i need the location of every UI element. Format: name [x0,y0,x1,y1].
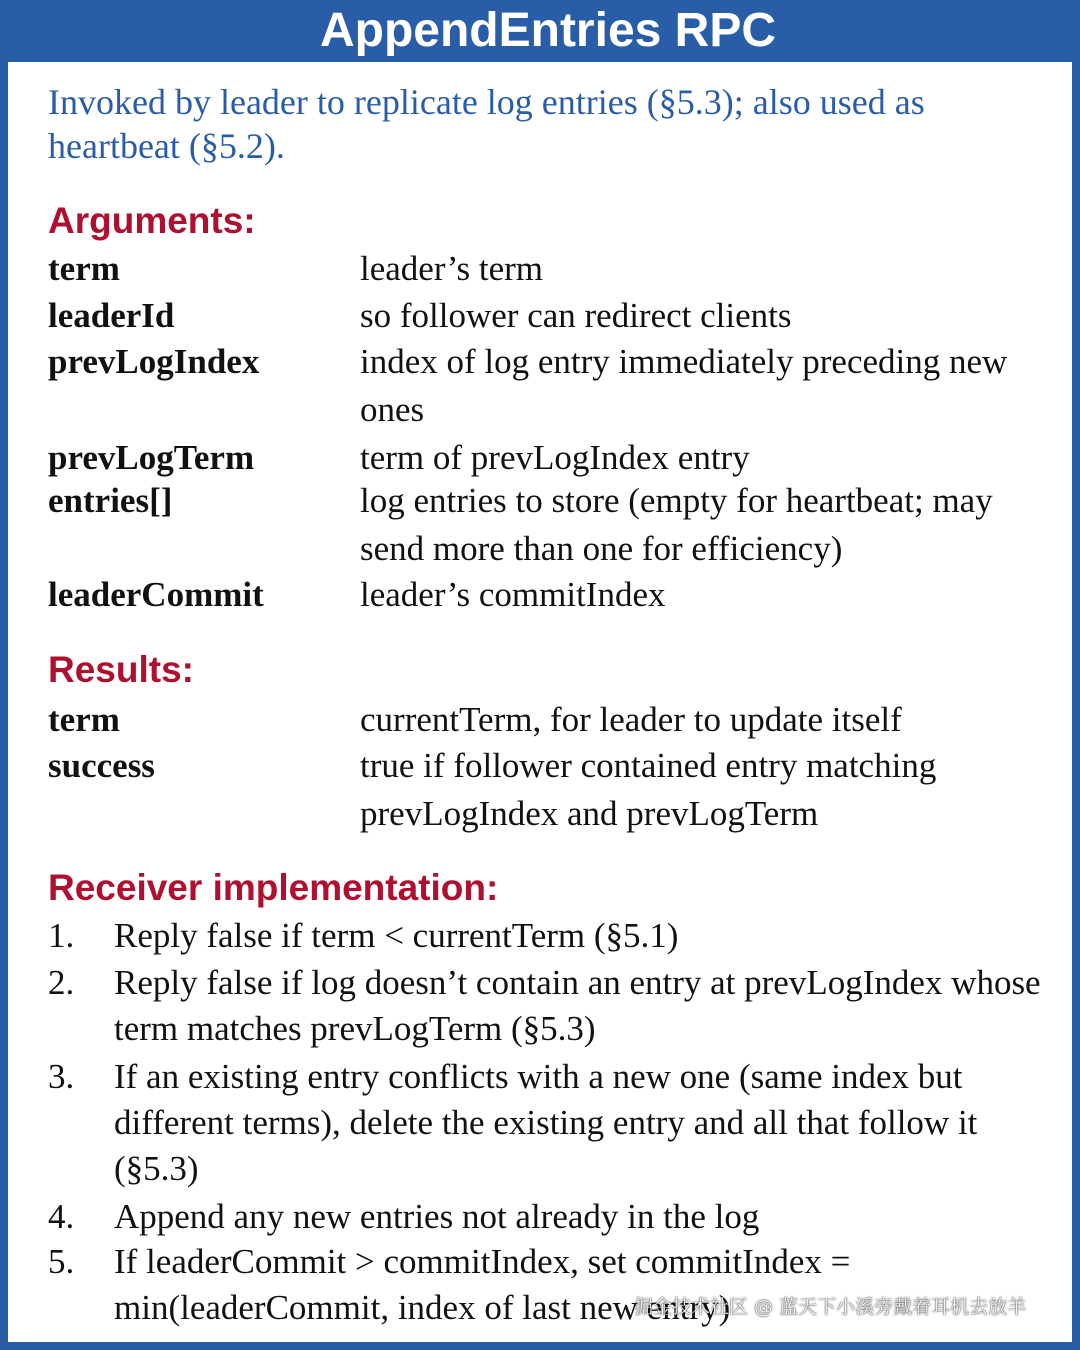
argument-desc: log entries to store (empty for heartbeat; may send more than one for efficiency) [360,481,993,568]
step-text: Reply false if term < currentTerm (§5.1) [114,916,679,955]
receiver-heading: Receiver implementation: [48,867,499,908]
argument-term: term [48,249,120,288]
argument-desc: leader’s term [360,249,544,288]
result-term: success [48,746,155,785]
arguments-heading: Arguments: [48,200,256,241]
argument-desc: term of prevLogIndex entry [360,438,750,477]
argument-term: entries[] [48,481,173,520]
result-term: term [48,700,120,739]
step-text: Reply false if log doesn’t contain an entry at prevLogIndex whose term matches prevLogTerm (§5.3) [114,963,1041,1048]
step-number: 2. [48,963,75,1002]
intro-text: Invoked by leader to replicate log entries (§5.3); also used as heartbeat (§5.2). [48,82,925,166]
step-number: 1. [48,916,75,955]
argument-desc: index of log entry immediately preceding new ones [360,342,1008,429]
argument-term: prevLogIndex [48,342,260,381]
step-text: If an existing entry conflicts with a new one (same index but different terms), delete the existing entry and all that follow it (§5.3) [114,1057,978,1188]
step-text: Append any new entries not already in the log [114,1197,760,1236]
argument-term: prevLogTerm [48,438,255,477]
argument-term: leaderId [48,296,175,335]
card-title: AppendEntries RPC [8,0,1080,62]
step-number: 3. [48,1057,75,1096]
argument-desc: leader’s commitIndex [360,575,666,614]
watermark: 掘金技术社区 @ 蓝天下小溪旁戴着耳机去放羊 [634,1296,1027,1318]
step-text: If leaderCommit > commitIndex, set commitIndex = min(leaderCommit, index of last new entry) [114,1242,851,1327]
step-number: 4. [48,1197,75,1236]
argument-desc: so follower can redirect clients [360,296,792,335]
result-desc: currentTerm, for leader to update itself [360,700,902,739]
result-desc: true if follower contained entry matching prevLogIndex and prevLogTerm [360,746,937,833]
step-number: 5. [48,1242,75,1281]
results-heading: Results: [48,649,194,690]
argument-term: leaderCommit [48,575,264,614]
